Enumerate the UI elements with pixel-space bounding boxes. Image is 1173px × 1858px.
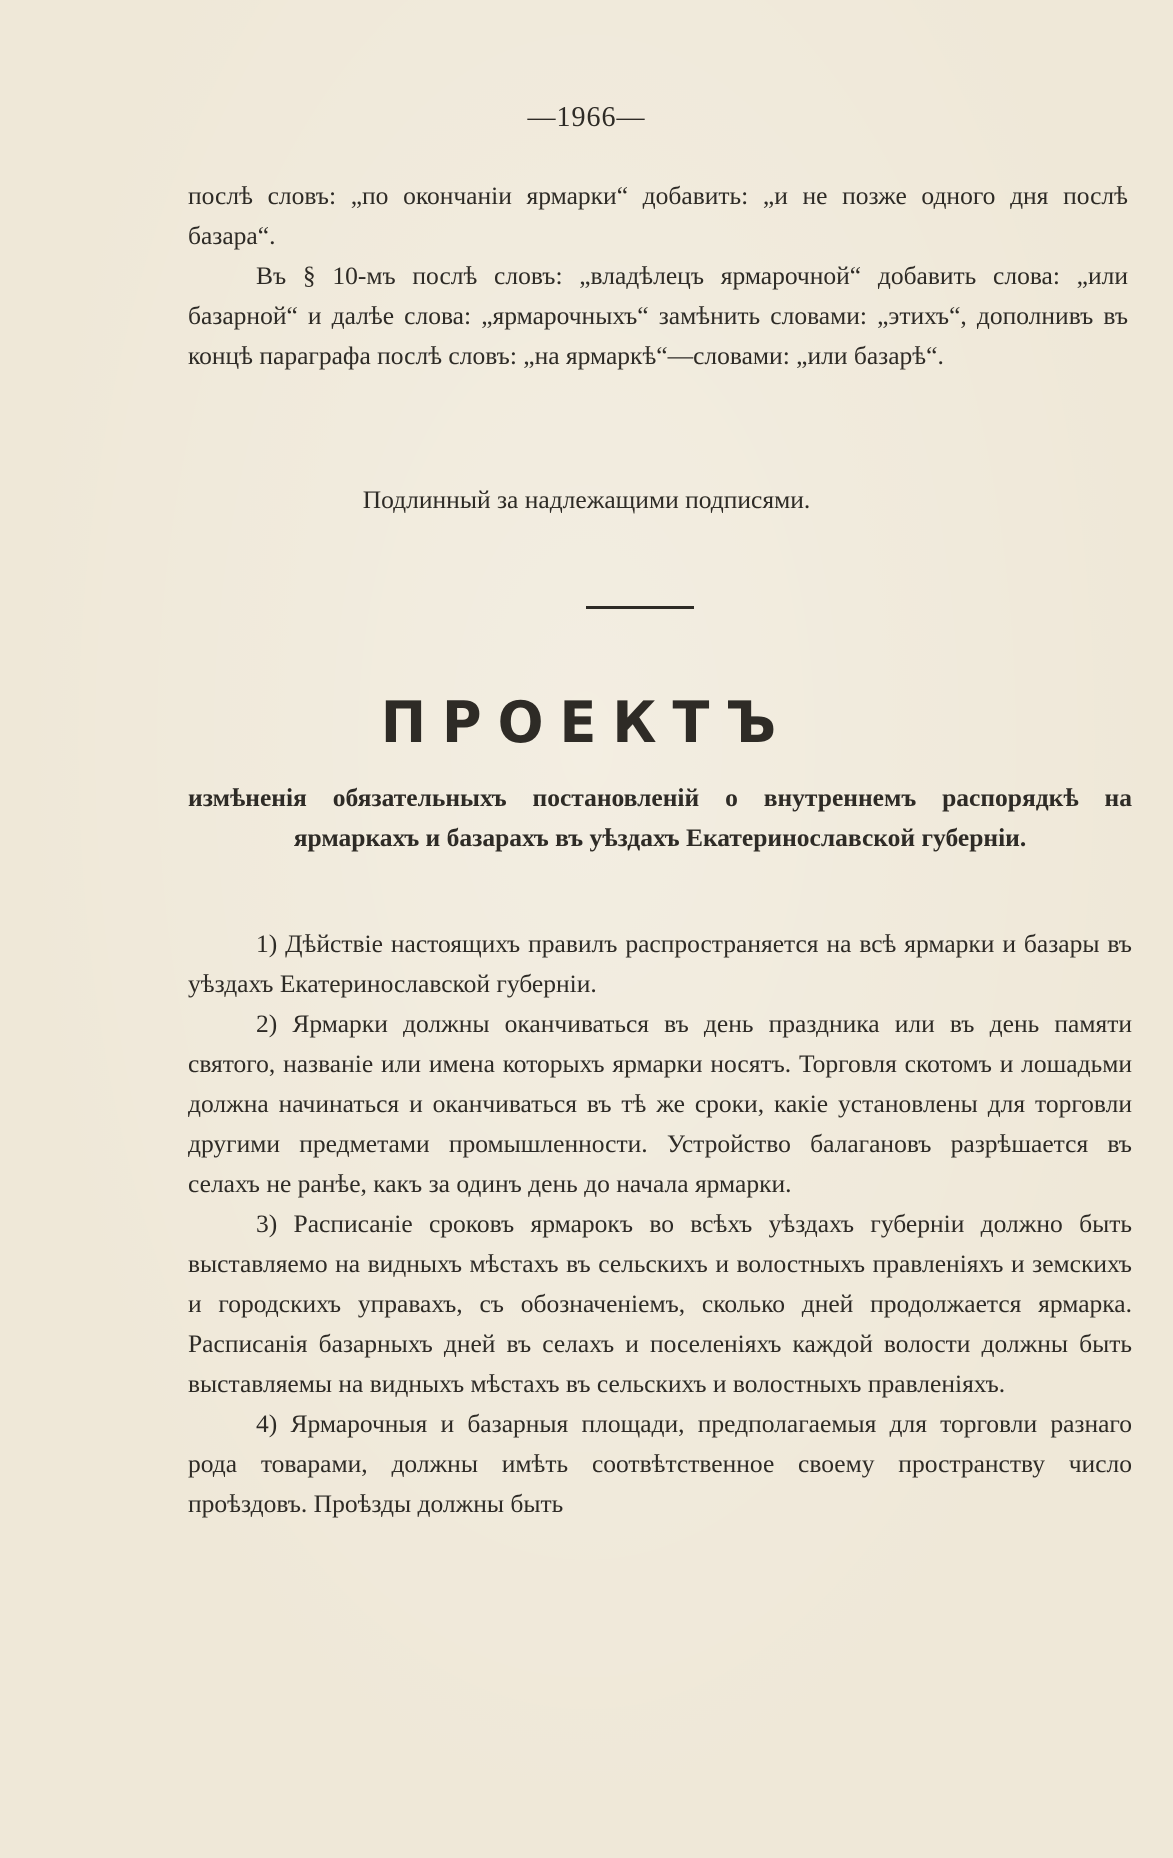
article-2: 2) Ярмарки должны оканчиваться въ день праздника или въ день памяти святого, названіе или имена которыхъ ярмарки носятъ. Торговля скотомъ и лошадьми должна начинаться и оканчиваться въ тѣ же сроки, какіе установлены для торговли другими предметами промышленности. Устройство балагановъ разрѣшается въ селахъ не ранѣе, какъ за одинъ день до начала ярмарки. — [188, 1009, 1132, 1198]
article-3: 3) Расписаніе сроковъ ярмарокъ во всѣхъ уѣздахъ губерніи должно быть выставляемо на видныхъ мѣстахъ въ сельскихъ и волостныхъ правленіяхъ и земскихъ и городскихъ управахъ, съ обозначеніемъ, сколько дней продолжается ярмарка. Расписанія базарныхъ дней въ селахъ и поселеніяхъ каждой волости должны быть выставляемы на видныхъ мѣстахъ въ сельскихъ и волостныхъ правленіяхъ. — [188, 1209, 1132, 1398]
section-divider — [586, 606, 694, 609]
articles-list — [188, 924, 1132, 1524]
article-4: 4) Ярмарочныя и базарныя площади, предполагаемыя для торговли разнаго рода товарами, должны имѣть соотвѣтственное своему пространству число проѣздовъ. Проѣзды должны быть — [188, 1409, 1132, 1518]
project-heading: ПРОЕКТЪ — [380, 689, 793, 756]
project-subheading: измѣненія обязательныхъ постановленій о внутреннемъ распорядкѣ на ярмаркахъ и базарахъ въ уѣздахъ Екатеринославской губерніи. — [188, 783, 1132, 852]
paragraph-continuation: послѣ словъ: „по окончаніи ярмарки“ добавить: „и не позже одного дня послѣ базара“. — [188, 181, 1128, 250]
continuation-text — [188, 176, 1128, 376]
paragraph-section-10: Въ § 10-мъ послѣ словъ: „владѣлецъ ярмарочной“ добавить слова: „или базарной“ и далѣе слова: „ярмарочныхъ“ замѣнить словами: „этихъ“, дополнивъ въ концѣ параграфа послѣ словъ: „на ярмаркѣ“—словами: „или базарѣ“. — [188, 261, 1128, 370]
article-1: 1) Дѣйствіе настоящихъ правилъ распространяется на всѣ ярмарки и базары въ уѣздахъ Екатеринославской губерніи. — [188, 929, 1132, 998]
signature-note: Подлинный за надлежащими подписями. — [362, 485, 811, 514]
page-number: —1966— — [527, 102, 646, 133]
